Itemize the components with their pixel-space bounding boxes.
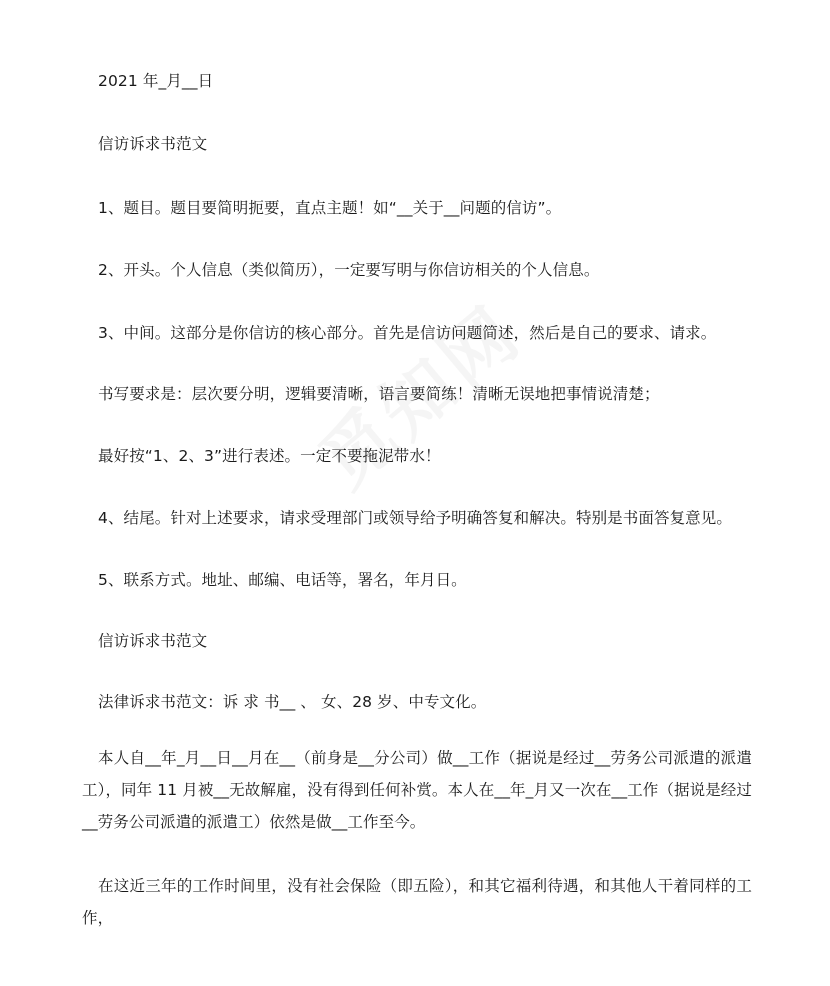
item-2: 2、开头。个人信息（类似简历），一定要写明与你信访相关的个人信息。 <box>98 261 600 279</box>
date-line: 2021 年_月__日 <box>98 72 214 90</box>
writing-requirement: 书写要求是：层次要分明，逻辑要清晰，语言要简练！清晰无误地把事情说清楚； <box>98 385 660 403</box>
legal-petition-header: 法律诉求书范文：诉 求 书__ 、 女、28 岁、中专文化。 <box>98 693 487 711</box>
section-title-2: 信访诉求书范文 <box>98 632 208 650</box>
body-paragraph-2: 在这近三年的工作时间里，没有社会保险（即五险），和其它福利待遇，和其他人干着同样的工作， <box>82 877 752 927</box>
item-5: 5、联系方式。地址、邮编、电话等，署名，年月日。 <box>98 571 467 589</box>
writing-tip: 最好按“1、2、3”进行表述。一定不要拖泥带水！ <box>98 447 441 465</box>
body-paragraph-1: 本人自__年_月__日__月在__（前身是__分公司）做__工作（据说是经过__劳务公司派遣的派遣工），同年 11 月被__无故解雇，没有得到任何补赏。本人在__年_月又一次在__工作（据说是经过__劳务公司派遣的派遣工）依然是做__工作至今。 <box>82 749 752 831</box>
item-1: 1、题目。题目要简明扼要，直点主题！如“__关于__问题的信访”。 <box>98 199 562 217</box>
item-4: 4、结尾。针对上述要求，请求受理部门或领导给予明确答复和解决。特别是书面答复意见。 <box>98 509 732 527</box>
item-3: 3、中间。这部分是你信访的核心部分。首先是信访问题简述，然后是自己的要求、请求。 <box>98 324 717 342</box>
section-title: 信访诉求书范文 <box>98 135 208 153</box>
